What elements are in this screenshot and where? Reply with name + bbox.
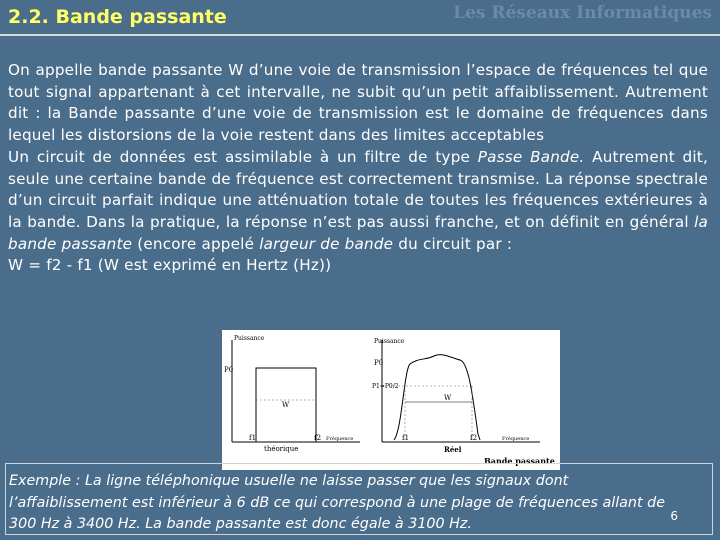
x-axis-label: Fréquence: [502, 436, 530, 442]
bandwidth-figure: [222, 330, 560, 470]
level-p0-label: P0: [374, 359, 384, 367]
header-course-title: Les Réseaux Informatiques: [453, 3, 712, 23]
width-label: W: [282, 401, 290, 409]
header-divider: [0, 34, 720, 36]
paragraph-definition: On appelle bande passante W d’une voie de transmission l’espace de fréquences tel que tout signal appartenant à cet intervalle, ne subit qu’un petit affaiblissement. Autrement dit : la Bande passante d’une voie de transmission est le domaine de fréquences dans lequel les distorsions de la voie restent dans des limites acceptables: [8, 61, 708, 145]
y-axis-label: Puissance: [234, 335, 265, 342]
example-text: Exemple : La ligne téléphonique usuelle ne laisse passer que les signaux dont l’affaiblissement est inférieur à 6 dB ce qui correspond à une plage de fréquences allant de 300 Hz à 3400 Hz. La bande passante est donc égale à 3100 Hz.: [9, 473, 666, 532]
page-number: 6: [670, 509, 678, 523]
paragraph-filter: [8, 147, 708, 256]
x-axis-label: Fréquence: [326, 436, 354, 442]
caption-theorique: théorique: [264, 445, 299, 453]
real-response-curve: [394, 355, 480, 440]
text-largeur-de-bande: largeur de bande: [259, 234, 394, 253]
text-passe-bande: Passe Bande.: [477, 147, 585, 166]
example-box: [5, 463, 713, 535]
y-axis-label: Puissance: [374, 338, 405, 345]
text-segment: Autrement dit, seule une certaine bande de fréquence est correctement transmise. La réponse spectrale d’un circuit parfait indique une atténuation totale de toutes les fréquences extérieures à la bande. Dans la pratique, la réponse n’est pas aussi franche, et on définit en général: [8, 147, 708, 231]
f2-label: f2: [470, 434, 478, 442]
formula: W = f2 - f1 (W est exprimé en Hertz (Hz)): [8, 256, 332, 275]
body-text: [8, 60, 708, 277]
slide-title: 2.2. Bande passante: [8, 6, 227, 28]
theoretical-graph: [224, 335, 360, 453]
f2-label: f2: [314, 434, 322, 442]
level-label: P0: [224, 366, 234, 374]
f1-label: f1: [402, 434, 410, 442]
text-bande-passante: la bande passante: [8, 212, 708, 253]
caption-reel: Réel: [444, 445, 462, 454]
text-segment: du circuit par :: [393, 234, 513, 253]
text-segment: (encore appelé: [132, 234, 260, 253]
text-segment: Un circuit de données est assimilable à un filtre de type: [8, 147, 478, 166]
figure-caption: Bande passante: [484, 456, 555, 466]
level-p1-label: P1=P0/2: [372, 383, 399, 390]
real-graph: [372, 338, 540, 454]
f1-label: f1: [249, 434, 257, 442]
width-label: W: [444, 394, 452, 402]
